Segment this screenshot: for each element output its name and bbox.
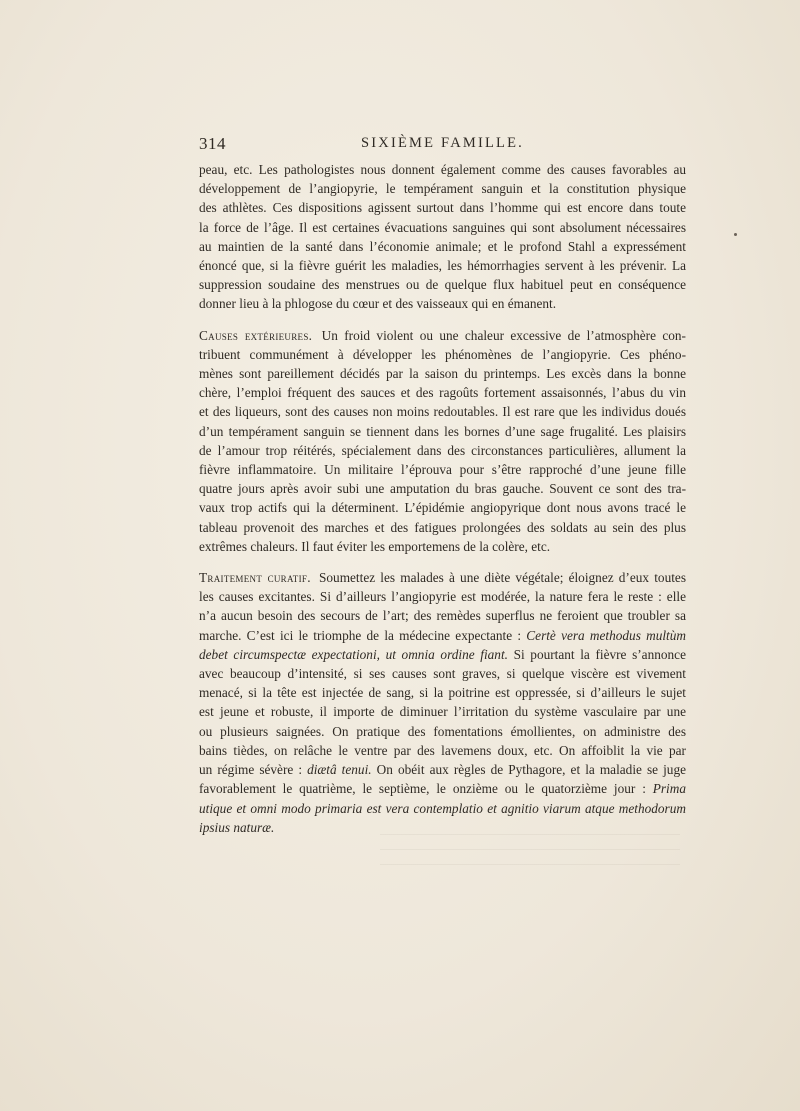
page-header <box>199 134 686 158</box>
text-line-content: Soumettez les malades à une diète végétale; éloignez d’eux toutes <box>319 570 686 586</box>
text-line: peau, etc. Les pathologistes nous donnent également comme des causes favorables au <box>199 162 686 177</box>
text-line <box>199 568 686 587</box>
paragraph-curative-treatment <box>199 568 686 837</box>
page-number: 314 <box>199 134 226 153</box>
section-heading: Traitement curatif. <box>199 570 311 586</box>
text-line: de l’amour trop réitérés, spécialement dans des circonstances particulières, allument la <box>199 442 686 458</box>
text-line: un régime sévère : diætâ tenui. On obéit aux règles de Pythagore, et la maladie se juge <box>199 762 687 778</box>
text-line-content: Un froid violent ou une chaleur excessive de l’atmosphère con- <box>321 327 686 343</box>
text-line: suppression soudaine des menstrues ou de quelque flux habituel peut en conséquence <box>199 277 686 293</box>
text-line: et des liqueurs, sont des causes non moins redoutables. Il est rare que les individus doués <box>199 404 686 420</box>
text-line: ou plusieurs saignées. On pratique des fomentations émollientes, on administre des <box>199 723 686 739</box>
text-line: menacé, si la tête est injectée de sang, si la poitrine est oppressée, si d’ailleurs le sujet <box>199 685 686 701</box>
text-line: les causes excitantes. Si d’ailleurs l’angiopyrie est modérée, la nature fera le reste : elle <box>199 589 686 605</box>
text-line: la force de l’âge. Il est certaines évacuations sanguines qui sont absolument nécessaires <box>199 219 686 235</box>
text-line: tribuent communément à développer les phénomènes de l’angiopyrie. Ces phéno- <box>199 346 686 362</box>
text-line: donner lieu à la phlogose du cœur et des vaisseaux qui en émanent. <box>199 296 557 312</box>
text-line: vaux trop actifs qui la déterminent. L’épidémie angiopyrique dont nous avons tracé le <box>199 500 686 516</box>
text-line <box>199 326 686 345</box>
text-line: des athlètes. Ces dispositions agissent surtout dans l’homme qui est encore dans toute <box>199 200 686 216</box>
text-line: n’a aucun besoin des secours de l’art; des remèdes superflus ne feroient que troubler sa <box>199 608 686 624</box>
section-heading: Causes extérieures. <box>199 327 313 343</box>
text-line: est jeune et robuste, il importe de diminuer l’irritation du système vasculaire par une <box>199 704 686 720</box>
text-line: utique et omni modo primaria est vera contemplatio et agnitio viarum atque methodorum <box>199 800 686 816</box>
text-line: favorablement le quatrième, le septième, le onzième ou le quatorzième jour : Prima <box>199 781 686 797</box>
text-line: extrêmes chaleurs. Il faut éviter les emportemens de la colère, etc. <box>199 538 551 554</box>
text-line: mènes sont pareillement décidés par la saison du printemps. Les excès dans la bonne <box>199 366 686 382</box>
paragraph-predisposing-causes <box>199 160 686 314</box>
paragraph-external-causes <box>199 326 686 556</box>
text-line: quatre jours après avoir subi une amputation du bras gauche. Souvent ce sont des tra- <box>199 481 686 497</box>
ink-speck <box>734 233 737 236</box>
text-line: fièvre inflammatoire. Un militaire l’éprouva pour s’être rapproché d’une jeune fille <box>199 462 686 478</box>
text-line: énoncé que, si la fièvre guérit les maladies, les hémorrhagies servent à les prévenir. La <box>199 258 686 274</box>
body-text <box>199 160 686 837</box>
text-line: tableau provenoit des marches et des fatigues prolongées des soldats au sein des plus <box>199 519 686 535</box>
text-line: bains tièdes, on relâche le ventre par des lavemens doux, etc. On affoiblit la vie par <box>199 742 686 758</box>
text-line: marche. C’est ici le triomphe de la médecine expectante : Certè vera methodus multùm <box>199 627 686 643</box>
text-line: d’un tempérament sanguin se tiennent dans les bornes d’une sage frugalité. Les plaisirs <box>199 423 686 439</box>
text-line: au maintien de la santé dans l’économie animale; et le profond Stahl a expressément <box>199 238 686 254</box>
running-title: SIXIÈME FAMILLE. <box>360 135 524 151</box>
text-line: avec beaucoup d’intensité, si ses causes sont graves, si quelque viscère est vivement <box>199 666 686 682</box>
text-line: chère, l’emploi fréquent des sauces et des ragoûts fortement assaisonnés, l’abus du vin <box>199 385 686 401</box>
text-line: ipsius naturæ. <box>199 819 275 835</box>
text-line: debet circumspectæ expectationi, ut omnia ordine fiant. Si pourtant la fièvre s’annonce <box>199 646 686 662</box>
text-line: développement de l’angiopyrie, le tempérament sanguin et la constitution physique <box>199 181 686 197</box>
